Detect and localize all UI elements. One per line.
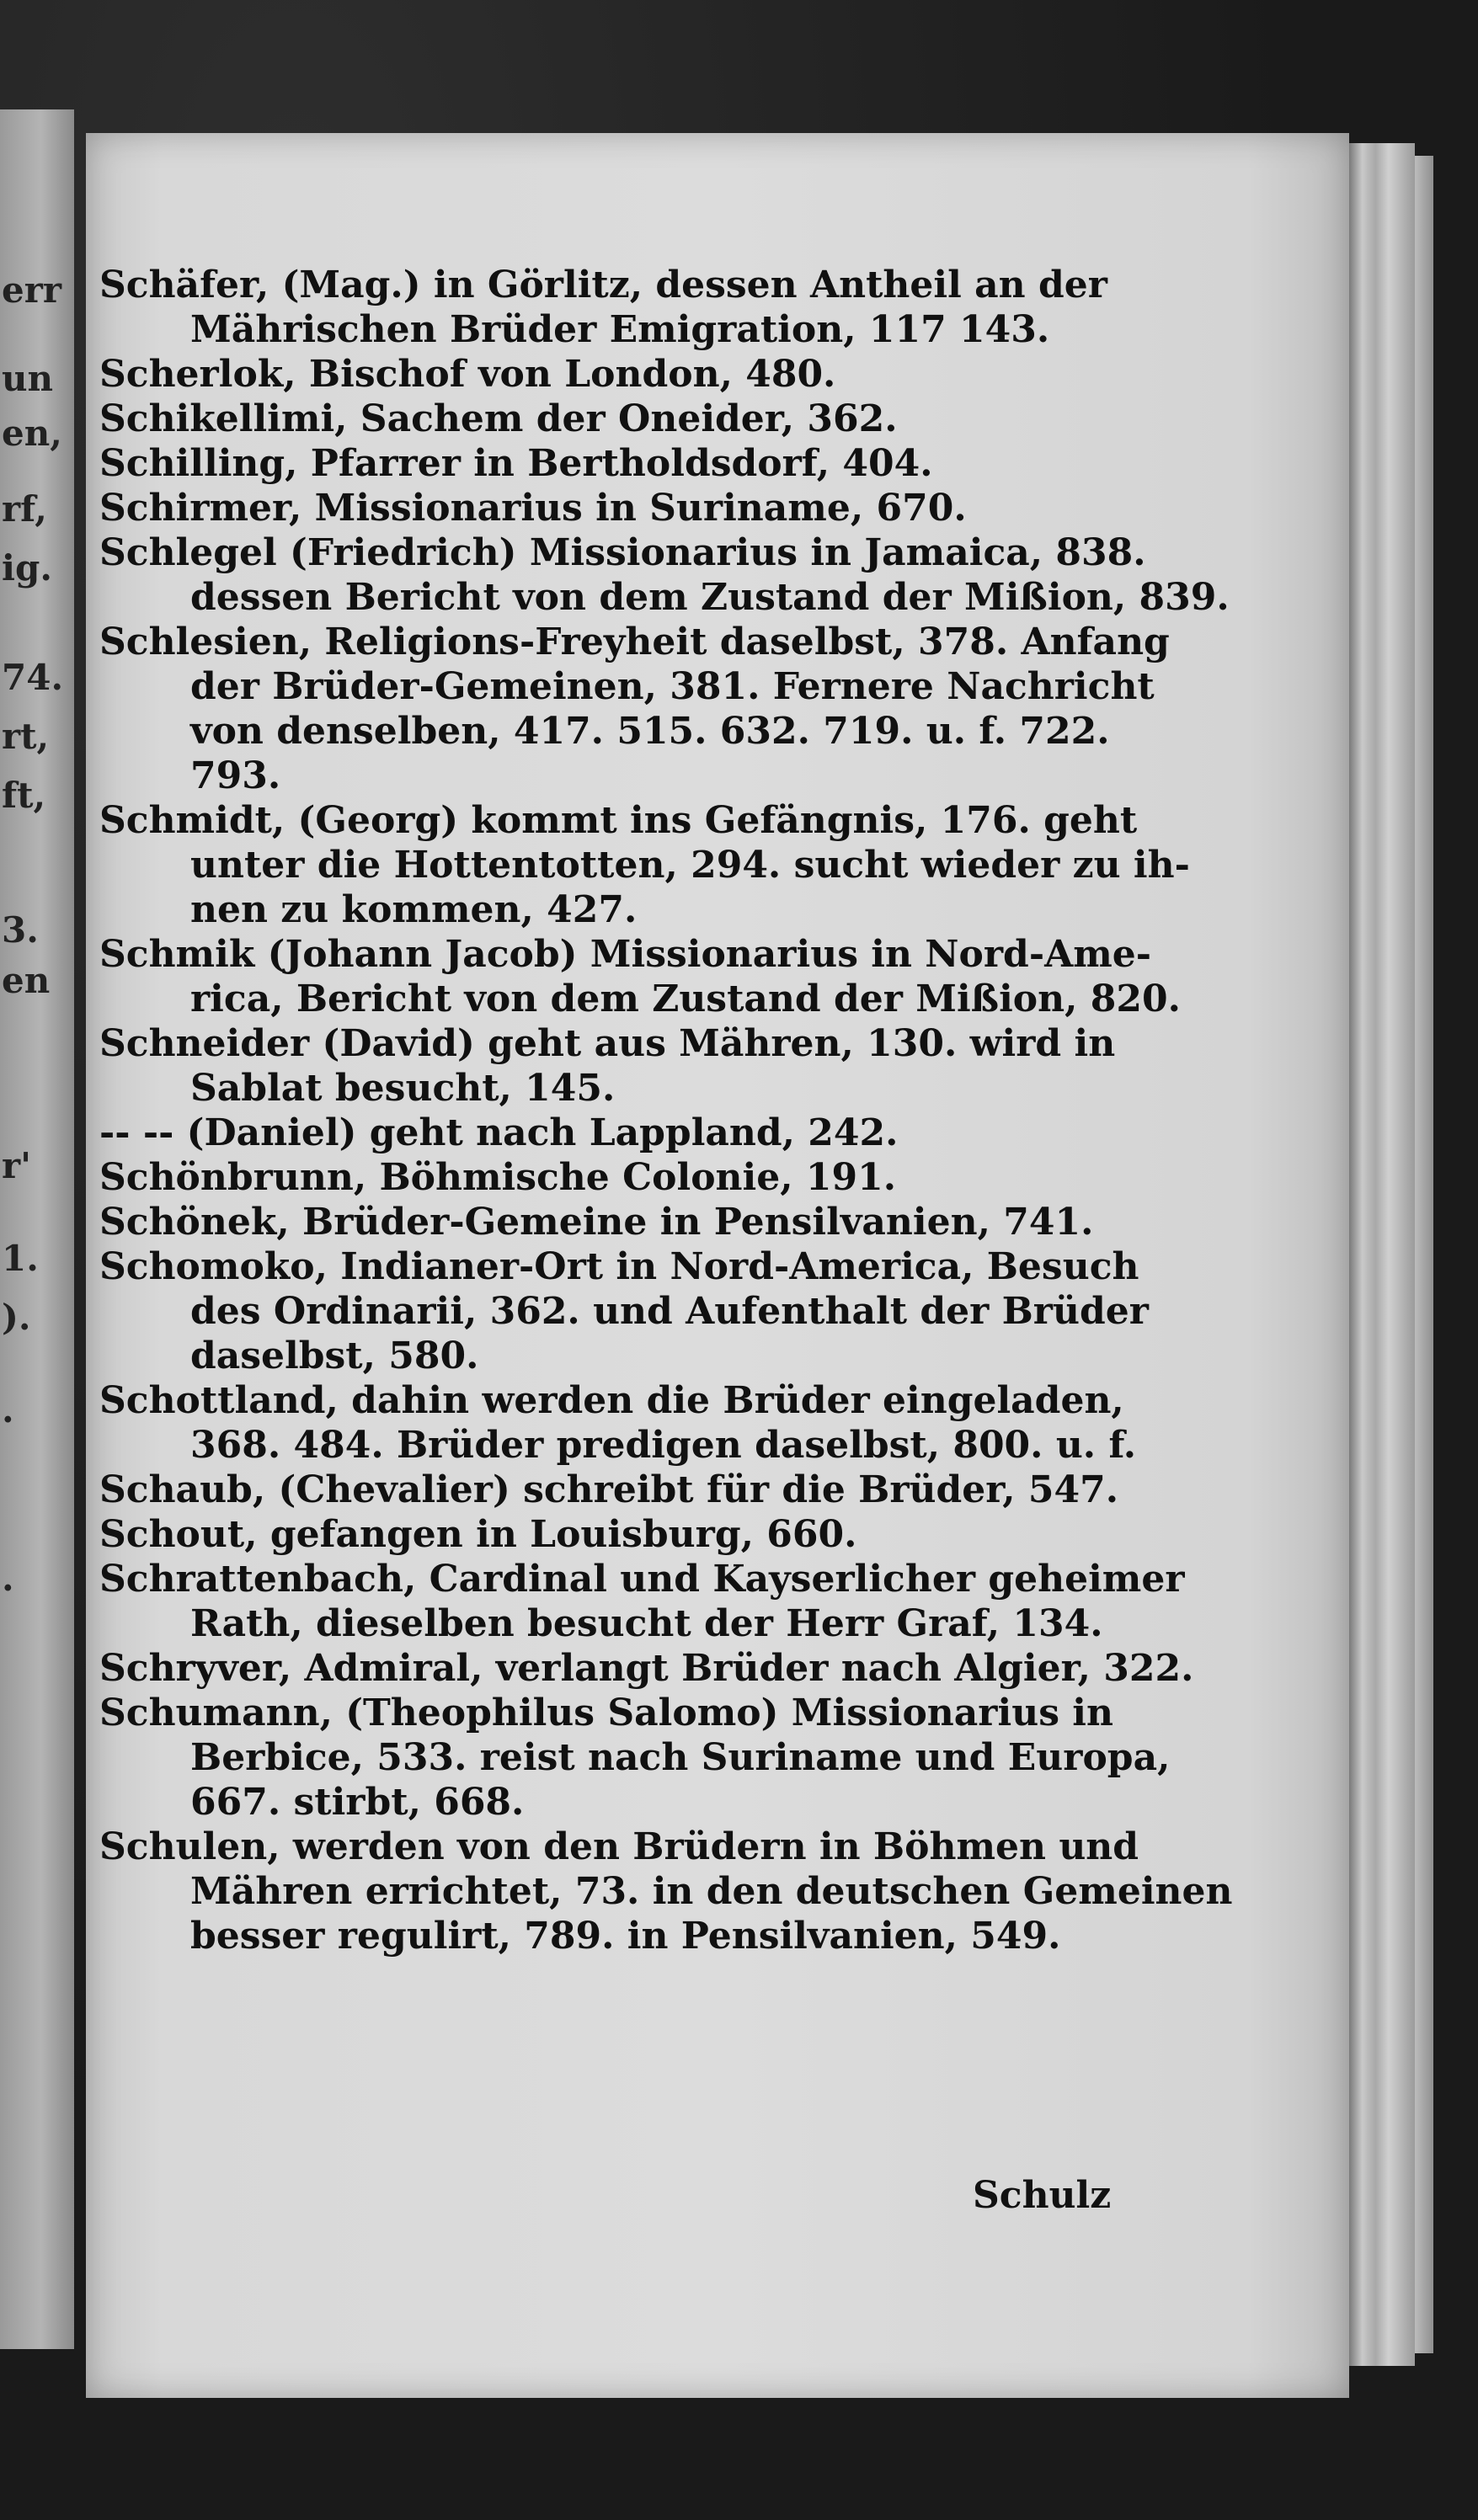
previous-page-fragment: r' [2, 1145, 31, 1186]
previous-page-fragment: . [2, 1389, 14, 1430]
entry-headword-line: Schrattenbach, Cardinal und Kayserlicher geheimer [99, 1558, 1185, 1601]
entry-headword-line: Schmik (Johann Jacob) Missionarius in Nord-Ame- [99, 933, 1152, 976]
entry-headword-line: Schryver, Admiral, verlangt Brüder nach Algier, 322. [99, 1647, 1194, 1690]
index-entry [99, 1378, 1135, 1468]
entry-headword-line: Schmidt, (Georg) kommt ins Gefängnis, 176. geht [99, 799, 1138, 842]
index-entry [99, 1111, 1135, 1155]
entry-continuation-line: Sablat besucht, 145. [190, 1067, 616, 1110]
entry-headword-line: Schirmer, Missionarius in Suriname, 670. [99, 487, 967, 530]
entry-continuation-line: unter die Hottentotten, 294. sucht wieder zu ih- [190, 844, 1190, 887]
entry-headword-line: Schlegel (Friedrich) Missionarius in Jamaica, 838. [99, 531, 1146, 574]
entry-headword-line: Schönbrunn, Böhmische Colonie, 191. [99, 1156, 897, 1199]
page-stack-edge-outer [1415, 156, 1433, 2353]
entry-headword-line: Schottland, dahin werden die Brüder eingeladen, [99, 1379, 1124, 1422]
previous-page-fragment: . [2, 1558, 14, 1599]
catchword: Schulz [973, 2174, 1112, 2217]
entry-continuation-line: nen zu kommen, 427. [190, 888, 638, 931]
index-entry [99, 620, 1170, 798]
index-entry [99, 1691, 1171, 1825]
previous-page-fragment: 1. [2, 1238, 39, 1279]
entry-continuation-line: dessen Bericht von dem Zustand der Mißion, 839. [190, 576, 1230, 619]
page-stack-edge [1349, 143, 1415, 2366]
entry-continuation-line: 368. 484. Brüder predigen daselbst, 800. u. f. [190, 1424, 1137, 1467]
index-entry [99, 1825, 1233, 1958]
entry-headword-line: Schneider (David) geht aus Mähren, 130. wird in [99, 1022, 1116, 1065]
entry-continuation-line: Berbice, 533. reist nach Suriname und Europa, [190, 1736, 1171, 1779]
previous-page-fragment: ig. [2, 547, 52, 589]
entry-headword-line: Schlesien, Religions-Freyheit daselbst, 378. Anfang [99, 621, 1170, 663]
entry-headword-line: -- -- (Daniel) geht nach Lappland, 242. [99, 1111, 899, 1154]
entry-headword-line: Schaub, (Chevalier) schreibt für die Brüder, 547. [99, 1468, 1119, 1511]
index-entry [99, 1200, 1135, 1244]
index-entry [99, 397, 1135, 441]
previous-page-fragment: 3. [2, 909, 39, 951]
entry-headword-line: Schönek, Brüder-Gemeine in Pensilvanien, 741. [99, 1201, 1094, 1244]
entry-headword-line: Schilling, Pfarrer in Bertholdsdorf, 404. [99, 442, 933, 485]
index-entry [99, 1244, 1149, 1378]
entry-headword-line: Schikellimi, Sachem der Oneider, 362. [99, 397, 898, 440]
entry-headword-line: Schumann, (Theophilus Salomo) Missionarius in [99, 1692, 1113, 1734]
entry-continuation-line: 793. [190, 754, 281, 797]
entry-continuation-line: Mährischen Brüder Emigration, 117 143. [190, 308, 1050, 351]
previous-page-fragment: ). [2, 1297, 31, 1338]
entry-continuation-line: des Ordinarii, 362. und Aufenthalt der Brüder [190, 1290, 1149, 1333]
entry-headword-line: Schulen, werden von den Brüdern in Böhmen und [99, 1825, 1139, 1868]
previous-page-fragment: en, [2, 413, 62, 454]
entry-continuation-line: rica, Bericht von dem Zustand der Mißion, 820. [190, 978, 1181, 1020]
index-entry [99, 1021, 1135, 1111]
entry-headword-line: Schäfer, (Mag.) in Görlitz, dessen Antheil an der [99, 264, 1107, 306]
index-entry [99, 1646, 1194, 1691]
entry-continuation-line: besser regulirt, 789. in Pensilvanien, 549. [190, 1915, 1061, 1958]
entry-headword-line: Scherlok, Bischof von London, 480. [99, 353, 836, 396]
previous-page-fragment: en [2, 960, 51, 1001]
previous-page-fragment: rf, [2, 488, 47, 530]
entry-headword-line: Schout, gefangen in Louisburg, 660. [99, 1513, 857, 1556]
index-entry [99, 486, 1135, 530]
previous-page-edge [0, 109, 74, 2349]
index-entry [99, 798, 1190, 932]
index-entry [99, 932, 1181, 1021]
index-entry [99, 263, 1135, 352]
entry-continuation-line: Rath, dieselben besucht der Herr Graf, 134. [190, 1602, 1103, 1645]
index-entry [99, 441, 1135, 486]
index-entry [99, 1512, 1135, 1557]
previous-page-fragment: ft, [2, 775, 46, 816]
previous-page-fragment: err [2, 269, 61, 311]
previous-page-fragment: 74. [2, 657, 64, 698]
previous-page-fragment: un [2, 358, 54, 399]
index-entry [99, 1557, 1185, 1646]
index-entries [99, 263, 1233, 1958]
index-entry [99, 352, 1135, 397]
index-entry [99, 1468, 1135, 1512]
index-entry [99, 1155, 1135, 1200]
entry-continuation-line: von denselben, 417. 515. 632. 719. u. f. 722. [190, 710, 1110, 753]
previous-page-fragment: rt, [2, 716, 50, 757]
entry-continuation-line: daselbst, 580. [190, 1335, 479, 1377]
index-entry [99, 530, 1230, 620]
entry-headword-line: Schomoko, Indianer-Ort in Nord-America, Besuch [99, 1245, 1139, 1288]
entry-continuation-line: 667. stirbt, 668. [190, 1781, 525, 1824]
entry-continuation-line: Mähren errichtet, 73. in den deutschen Gemeinen [190, 1870, 1233, 1913]
entry-continuation-line: der Brüder-Gemeinen, 381. Fernere Nachricht [190, 665, 1155, 708]
